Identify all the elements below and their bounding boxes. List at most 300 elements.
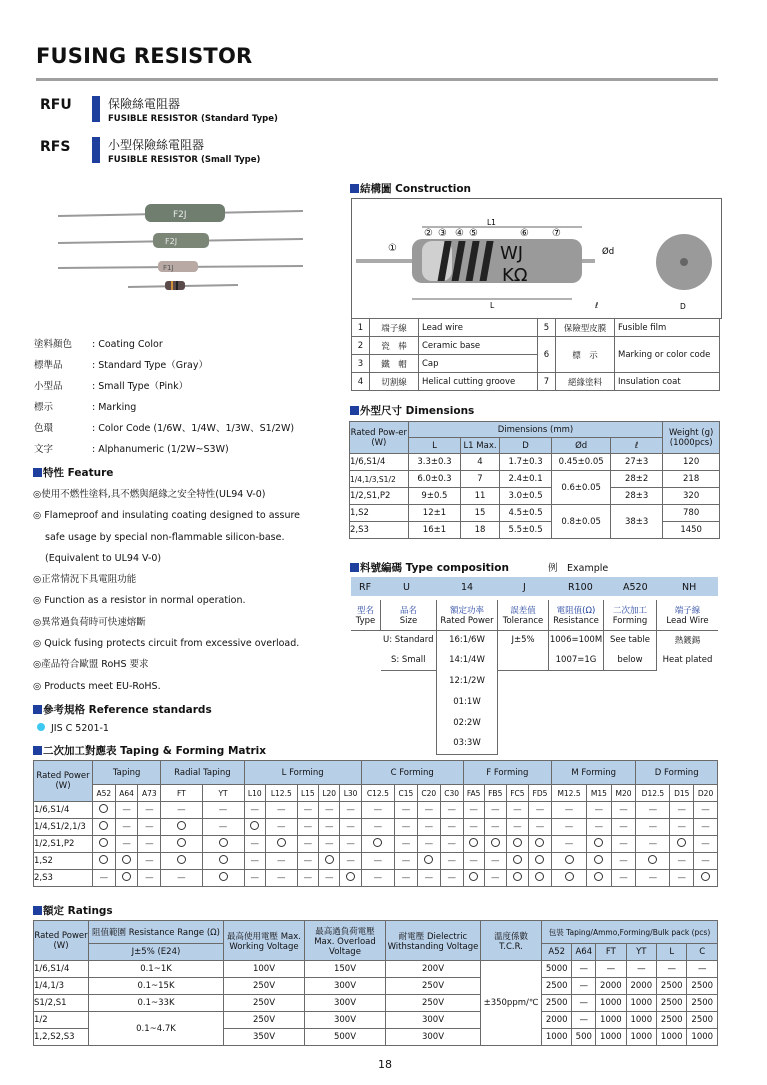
construction-diagram — [351, 198, 722, 319]
example-label: 例 Example — [548, 563, 609, 574]
taping-cell: — — [636, 870, 670, 887]
taping-col-header: A52 — [93, 785, 116, 802]
taping-cell: — — [202, 819, 244, 836]
taping-cell: — — [115, 802, 138, 819]
available-circle-icon — [677, 838, 686, 847]
taping-cell — [202, 853, 244, 870]
taping-cell: — — [611, 853, 636, 870]
svg-text:L1: L1 — [487, 218, 496, 227]
taping-cell — [202, 870, 244, 887]
taping-cell: — — [484, 870, 506, 887]
taping-cell: — — [440, 870, 463, 887]
part-number: 1 — [352, 319, 370, 337]
taping-cell: — — [340, 819, 361, 836]
taping-cell — [93, 853, 116, 870]
taping-cell: — — [297, 853, 318, 870]
table-row — [34, 870, 718, 887]
taping-cell — [587, 870, 612, 887]
taping-cell: — — [138, 853, 161, 870]
taping-cell: — — [670, 802, 694, 819]
part-number: 5 — [538, 319, 556, 337]
taping-cell — [463, 870, 484, 887]
taping-cell — [115, 853, 138, 870]
taping-cell: — — [440, 836, 463, 853]
available-circle-icon — [177, 821, 186, 830]
taping-cell: — — [395, 870, 418, 887]
ratings-header: 最高過負荷電壓 Max. Overload Voltage — [305, 921, 386, 961]
taping-col-header: M20 — [611, 785, 636, 802]
svg-text:⑤: ⑤ — [469, 228, 478, 239]
taping-group: L Forming — [244, 761, 361, 785]
taping-cell: — — [202, 802, 244, 819]
part-number: 2 — [352, 337, 370, 355]
taping-cell: — — [611, 802, 636, 819]
tc-header: 額定功率 Rated Power — [437, 600, 498, 630]
part-zh: 鐵 帽 — [370, 355, 419, 373]
taping-group: C Forming — [361, 761, 463, 785]
taping-header: Rated Power (W) — [34, 761, 93, 802]
taping-col-header: L10 — [244, 785, 265, 802]
bullet-icon — [37, 723, 45, 731]
table-row: 2,S3 16±1 18 5.5±0.5 1450 — [350, 522, 720, 539]
taping-row-label: 1/2,S1,P2 — [34, 836, 93, 853]
taping-cell: — — [115, 819, 138, 836]
taping-cell — [161, 853, 202, 870]
taping-cell: — — [670, 853, 694, 870]
taping-col-header: FA5 — [463, 785, 484, 802]
part-number: 4 — [352, 373, 370, 391]
available-circle-icon — [513, 838, 522, 847]
taping-cell: — — [319, 802, 340, 819]
diagram-marking: WJ — [500, 243, 524, 264]
part-zh: 保險型皮膜 — [556, 319, 615, 337]
taping-cell: — — [93, 870, 116, 887]
part-en: Cap — [419, 355, 538, 373]
taping-col-header: L30 — [340, 785, 361, 802]
taping-cell: — — [138, 870, 161, 887]
taping-cell: — — [417, 819, 440, 836]
available-circle-icon — [325, 855, 334, 864]
taping-cell: — — [694, 836, 718, 853]
taping-cell: — — [417, 802, 440, 819]
taping-cell: — — [636, 802, 670, 819]
taping-cell: — — [587, 802, 612, 819]
property-row: 標準品 : Standard Type（Gray） — [34, 360, 208, 371]
svg-text:Ød: Ød — [602, 247, 615, 257]
taping-cell: — — [440, 802, 463, 819]
taping-cell — [636, 853, 670, 870]
reference-item: JIS C 5201-1 — [37, 723, 109, 734]
taping-col-header: A73 — [138, 785, 161, 802]
part-number: 7 — [538, 373, 556, 391]
taping-cell: — — [611, 870, 636, 887]
taping-cell — [361, 836, 394, 853]
taping-cell: — — [340, 853, 361, 870]
taping-cell — [202, 836, 244, 853]
table-row: 1/2,S1,P2 9±0.5 11 3.0±0.5 28±3 320 — [350, 488, 720, 505]
available-circle-icon — [594, 855, 603, 864]
tc-header: 誤差值 Tolerance — [498, 600, 549, 630]
available-circle-icon — [594, 872, 603, 881]
taping-col-header: C12.5 — [361, 785, 394, 802]
svg-text:④: ④ — [455, 228, 464, 239]
available-circle-icon — [424, 855, 433, 864]
taping-col-header: A64 — [115, 785, 138, 802]
taping-cell — [528, 836, 551, 853]
taping-cell: — — [694, 802, 718, 819]
ratings-header: 耐電壓 Dielectric Withstanding Voltage — [386, 921, 481, 961]
taping-matrix-table — [33, 760, 718, 887]
part-number: 3 — [352, 355, 370, 373]
taping-col-header: D12.5 — [636, 785, 670, 802]
taping-cell: — — [440, 819, 463, 836]
svg-text:ℓ: ℓ — [595, 301, 599, 310]
taping-cell: — — [319, 819, 340, 836]
taping-cell — [670, 836, 694, 853]
taping-cell: — — [463, 802, 484, 819]
available-circle-icon — [594, 838, 603, 847]
taping-cell: — — [395, 836, 418, 853]
taping-cell: — — [395, 819, 418, 836]
table-row — [34, 819, 718, 836]
part-zh: 標 示 — [556, 337, 615, 373]
taping-cell — [340, 870, 361, 887]
taping-cell: — — [297, 870, 318, 887]
taping-col-header: M12.5 — [552, 785, 587, 802]
taping-cell: — — [340, 802, 361, 819]
available-circle-icon — [99, 804, 108, 813]
taping-group: Taping — [93, 761, 161, 785]
taping-cell — [587, 836, 612, 853]
dim-header: Dimensions (mm) — [408, 422, 663, 438]
taping-group: Radial Taping — [161, 761, 244, 785]
dim-col: L — [408, 438, 461, 454]
taping-cell — [115, 870, 138, 887]
part-zh: 瓷 棒 — [370, 337, 419, 355]
taping-cell: — — [552, 836, 587, 853]
taping-cell: — — [611, 819, 636, 836]
taping-cell: — — [297, 819, 318, 836]
feature-line: ◎正常情況下具電阻功能 — [33, 574, 137, 586]
taping-cell: — — [484, 802, 506, 819]
part-en: Fusible film — [615, 319, 720, 337]
taping-group: M Forming — [552, 761, 636, 785]
available-circle-icon — [99, 821, 108, 830]
property-row: 小型品 : Small Type（Pink） — [34, 381, 189, 392]
taping-cell — [93, 802, 116, 819]
taping-heading: 二次加工對應表 Taping & Forming Matrix — [33, 743, 266, 758]
feature-line: safe usage by special non-flammable silicon-base. — [45, 531, 285, 543]
part-zh: 端子線 — [370, 319, 419, 337]
taping-cell: — — [528, 819, 551, 836]
svg-text:L: L — [490, 301, 495, 310]
taping-cell — [694, 870, 718, 887]
taping-group: F Forming — [463, 761, 551, 785]
taping-cell: — — [361, 870, 394, 887]
model-code-rfu: RFU — [40, 97, 72, 113]
taping-cell: — — [670, 819, 694, 836]
feature-line: ◎ Quick fusing protects circuit from excessive overload. — [33, 638, 300, 650]
table-row: 1/4,1/3 0.1~15K 250V 300V 250V 2500 — 2000 2000 2500 2500 — [34, 978, 718, 995]
available-circle-icon — [122, 872, 131, 881]
available-circle-icon — [513, 872, 522, 881]
taping-cell — [552, 870, 587, 887]
taping-cell: — — [670, 870, 694, 887]
feature-line: ◎ Flameproof and insulating coating designed to assure — [33, 510, 301, 522]
taping-cell: — — [395, 853, 418, 870]
taping-cell — [528, 853, 551, 870]
feature-line: ◎使用不燃性塗料,具不燃與絕緣之安全特性(UL94 V-0) — [33, 489, 266, 500]
taping-col-header: L12.5 — [265, 785, 297, 802]
feature-line: ◎產品符合歐盟 RoHS 要求 — [33, 659, 149, 671]
taping-cell: — — [161, 802, 202, 819]
taping-cell: — — [440, 853, 463, 870]
dim-header: Weight (g) (1000pcs) — [663, 422, 720, 454]
taping-cell: — — [244, 802, 265, 819]
taping-cell: — — [417, 836, 440, 853]
table-row — [34, 802, 718, 819]
svg-text:③: ③ — [438, 228, 447, 239]
available-circle-icon — [491, 838, 500, 847]
dimensions-heading: 外型尺寸 Dimensions — [350, 403, 474, 418]
taping-cell: — — [587, 819, 612, 836]
feature-line: ◎ Products meet EU-RoHS. — [33, 680, 161, 692]
part-en: Ceramic base — [419, 337, 538, 355]
taping-cell — [587, 853, 612, 870]
part-en: Helical cutting groove — [419, 373, 538, 391]
taping-cell: — — [484, 853, 506, 870]
taping-col-header: YT — [202, 785, 244, 802]
part-zh: 切割線 — [370, 373, 419, 391]
ratings-header: 包裝 Taping/Ammo,Forming/Bulk pack (pcs) — [542, 921, 718, 944]
taping-cell: — — [506, 802, 528, 819]
model-code-rfs: RFS — [40, 139, 71, 155]
taping-row-label: 1,S2 — [34, 853, 93, 870]
property-row: 標示 : Marking — [34, 402, 137, 413]
construction-parts-table — [351, 318, 720, 391]
taping-cell: — — [484, 819, 506, 836]
taping-cell: — — [694, 853, 718, 870]
taping-cell: — — [361, 853, 394, 870]
available-circle-icon — [535, 872, 544, 881]
taping-cell — [161, 836, 202, 853]
available-circle-icon — [648, 855, 657, 864]
table-row: 1/6,S1/4 3.3±0.3 4 1.7±0.3 0.45±0.05 27±3 120 — [350, 454, 720, 471]
construction-heading: 結構圖 Construction — [350, 181, 471, 196]
taping-cell — [93, 819, 116, 836]
property-row: 塗料顏色 : Coating Color — [34, 339, 163, 350]
ratings-header: J±5% (E24) — [89, 944, 224, 961]
table-row: 1/6,S1/4 0.1~1K 100V 150V 200V ±350ppm/℃ 5000 — — — — — — [34, 961, 718, 978]
taping-cell: — — [297, 836, 318, 853]
taping-cell — [506, 870, 528, 887]
dim-col: L1 Max. — [461, 438, 500, 454]
tc-header: 二次加工 Forming — [604, 600, 657, 630]
table-row: 1,2,S2,S3 350V 500V 300V 1000 500 1000 1000 1000 1000 — [34, 1029, 718, 1046]
tc-header: 電阻值(Ω) Resistance — [549, 600, 604, 630]
svg-text:⑦: ⑦ — [552, 228, 561, 239]
ratings-heading: 額定 Ratings — [33, 903, 113, 918]
taping-cell: — — [463, 819, 484, 836]
svg-text:②: ② — [424, 228, 433, 239]
taping-cell: — — [463, 853, 484, 870]
taping-cell: — — [265, 853, 297, 870]
available-circle-icon — [701, 872, 710, 881]
taping-row-label: 1/6,S1/4 — [34, 802, 93, 819]
taping-col-header: FC5 — [506, 785, 528, 802]
feature-line: ◎異常過負荷時可快速熔斷 — [33, 616, 146, 628]
svg-text:①: ① — [388, 243, 397, 254]
taping-cell: — — [636, 836, 670, 853]
available-circle-icon — [373, 838, 382, 847]
properties-list — [34, 334, 294, 460]
taping-col-header: D15 — [670, 785, 694, 802]
photo-label: F2J — [165, 237, 178, 246]
available-circle-icon — [219, 855, 228, 864]
svg-text:D: D — [680, 302, 686, 311]
available-circle-icon — [565, 872, 574, 881]
taping-cell: — — [319, 870, 340, 887]
model-en-rfs: FUSIBLE RESISTOR (Small Type) — [108, 155, 261, 165]
taping-cell: — — [244, 853, 265, 870]
available-circle-icon — [177, 855, 186, 864]
part-zh: 絕緣塗料 — [556, 373, 615, 391]
model-en-rfu: FUSIBLE RESISTOR (Standard Type) — [108, 114, 278, 124]
taping-col-header: D20 — [694, 785, 718, 802]
part-number: 6 — [538, 337, 556, 373]
taping-cell: — — [361, 819, 394, 836]
taping-cell: — — [244, 836, 265, 853]
taping-col-header: M15 — [587, 785, 612, 802]
taping-cell — [506, 853, 528, 870]
available-circle-icon — [122, 855, 131, 864]
property-row: 文字 : Alphanumeric (1/2W~S3W) — [34, 444, 229, 455]
ratings-table: Rated Power (W) 阻值範圍 Resistance Range (Ω) 最高使用電壓 Max. Working Voltage 最高過負荷電壓 Max. Overload Voltage 耐電壓 Dielectric Withstanding Voltage 溫度係數 T.C.R. 包裝 Taping/Ammo,Forming/Bulk pack (pcs) J±5% (E24) A52 A64 FT YT L C 1/6,S1/4 0.1~1K 100V 150V 200V ±350ppm/℃ 5000 — — — — — 1/4,1/3 0.1~15K 250V 300V 250V 2500 — 2000 2000 2500 2500 S1/2,S1 0.1~33K 250V 300V 250V 2500 — 1000 1000 2500 2500 1/2 0.1~4.7K 250V 300V 300V 2000 — 1000 1000 2500 2500 1,2,S2,S3 350V 500V 300V 1000 500 1000 1000 1000 1000 — [33, 920, 718, 1046]
available-circle-icon — [565, 855, 574, 864]
model-bar — [92, 96, 100, 122]
taping-cell: — — [395, 802, 418, 819]
diagram-marking: KΩ — [502, 265, 528, 286]
available-circle-icon — [277, 838, 286, 847]
taping-cell: — — [694, 819, 718, 836]
type-comp-heading: 料號編碼 Type composition — [350, 560, 509, 575]
table-row — [34, 853, 718, 870]
ratings-header: 溫度係數 T.C.R. — [481, 921, 542, 961]
taping-cell — [265, 836, 297, 853]
taping-cell: — — [506, 819, 528, 836]
table-row: 1/2 0.1~4.7K 250V 300V 300V 2000 — 1000 1000 2500 2500 — [34, 1012, 718, 1029]
available-circle-icon — [469, 838, 478, 847]
dim-col: ℓ — [611, 438, 663, 454]
taping-cell: — — [552, 819, 587, 836]
part-en: Lead wire — [419, 319, 538, 337]
available-circle-icon — [177, 838, 186, 847]
tc-header: 端子線 Lead Wire — [657, 600, 719, 630]
available-circle-icon — [99, 838, 108, 847]
product-photo — [33, 186, 329, 298]
available-circle-icon — [99, 855, 108, 864]
dim-col: D — [499, 438, 552, 454]
taping-cell — [93, 836, 116, 853]
page-title: FUSING RESISTOR — [36, 44, 253, 68]
table-row: 1,S2 12±1 15 4.5±0.5 0.8±0.05 38±3 780 — [350, 505, 720, 522]
type-comp-table: 型名 Type 品名 Size 額定功率 Rated Power 誤差值 Tolerance 電阻值(Ω) Resistance 二次加工 Forming 端子線 Lead Wire U: Standard 16:1/6W J±5% 1006=100M See table 熱鍍錫 S: Small 14:1/4W 1007=1G below Heat plated 12:1/2W 01:1W 02:2W 03:3W — [351, 600, 718, 755]
taping-cell — [506, 836, 528, 853]
taping-cell: — — [265, 802, 297, 819]
table-row — [34, 836, 718, 853]
taping-col-header: FD5 — [528, 785, 551, 802]
taping-cell — [244, 819, 265, 836]
model-zh-rfu: 保險絲電阻器 — [108, 97, 181, 111]
tc-header: 品名 Size — [381, 600, 437, 630]
property-row: 色環 : Color Code (1/6W、1/4W、1/3W、S1/2W) — [34, 423, 295, 434]
taping-cell — [484, 836, 506, 853]
taping-cell: — — [417, 870, 440, 887]
available-circle-icon — [250, 821, 259, 830]
svg-text:⑥: ⑥ — [520, 228, 529, 239]
reference-heading: 參考規格 Reference standards — [33, 702, 212, 717]
available-circle-icon — [513, 855, 522, 864]
part-en: Marking or color code — [615, 337, 720, 373]
model-zh-rfs: 小型保險絲電阻器 — [108, 138, 205, 152]
feature-line: (Equivalent to UL94 V-0) — [45, 552, 162, 564]
feature-list — [33, 484, 333, 697]
ratings-header: 最高使用電壓 Max. Working Voltage — [224, 921, 305, 961]
taping-group: D Forming — [636, 761, 718, 785]
taping-cell: — — [244, 870, 265, 887]
model-bar — [92, 137, 100, 163]
table-row: 1/4,1/3,S1/2 6.0±0.3 7 2.4±0.1 0.6±0.05 28±2 218 — [350, 471, 720, 488]
page-number: 18 — [378, 1058, 392, 1071]
taping-cell: — — [361, 802, 394, 819]
taping-col-header: L20 — [319, 785, 340, 802]
available-circle-icon — [219, 872, 228, 881]
taping-cell — [552, 853, 587, 870]
feature-heading: 特性 Feature — [33, 465, 113, 480]
taping-cell — [463, 836, 484, 853]
dimensions-table — [349, 421, 720, 539]
table-row: S1/2,S1 0.1~33K 250V 300V 250V 2500 — 1000 1000 2500 2500 — [34, 995, 718, 1012]
dim-col: Ød — [552, 438, 611, 454]
taping-cell: — — [265, 870, 297, 887]
ratings-header: 阻值範圍 Resistance Range (Ω) — [89, 921, 224, 944]
available-circle-icon — [469, 872, 478, 881]
taping-cell: — — [611, 836, 636, 853]
available-circle-icon — [219, 838, 228, 847]
ratings-header: Rated Power (W) — [34, 921, 89, 961]
feature-line: ◎ Function as a resistor in normal operation. — [33, 595, 246, 607]
taping-col-header: FT — [161, 785, 202, 802]
taping-cell: — — [319, 836, 340, 853]
taping-cell — [319, 853, 340, 870]
taping-row-label: 1/4,S1/2,1/3 — [34, 819, 93, 836]
available-circle-icon — [346, 872, 355, 881]
taping-col-header: L15 — [297, 785, 318, 802]
photo-label: F1J — [163, 264, 174, 272]
tcr-value: ±350ppm/℃ — [481, 961, 542, 1046]
photo-label: F2J — [173, 210, 187, 220]
taping-cell — [528, 870, 551, 887]
taping-cell: — — [138, 836, 161, 853]
taping-cell — [161, 819, 202, 836]
taping-col-header: C20 — [417, 785, 440, 802]
taping-cell — [417, 853, 440, 870]
available-circle-icon — [535, 855, 544, 864]
taping-cell: — — [138, 802, 161, 819]
taping-col-header: C30 — [440, 785, 463, 802]
taping-cell: — — [528, 802, 551, 819]
part-en: Insulation coat — [615, 373, 720, 391]
